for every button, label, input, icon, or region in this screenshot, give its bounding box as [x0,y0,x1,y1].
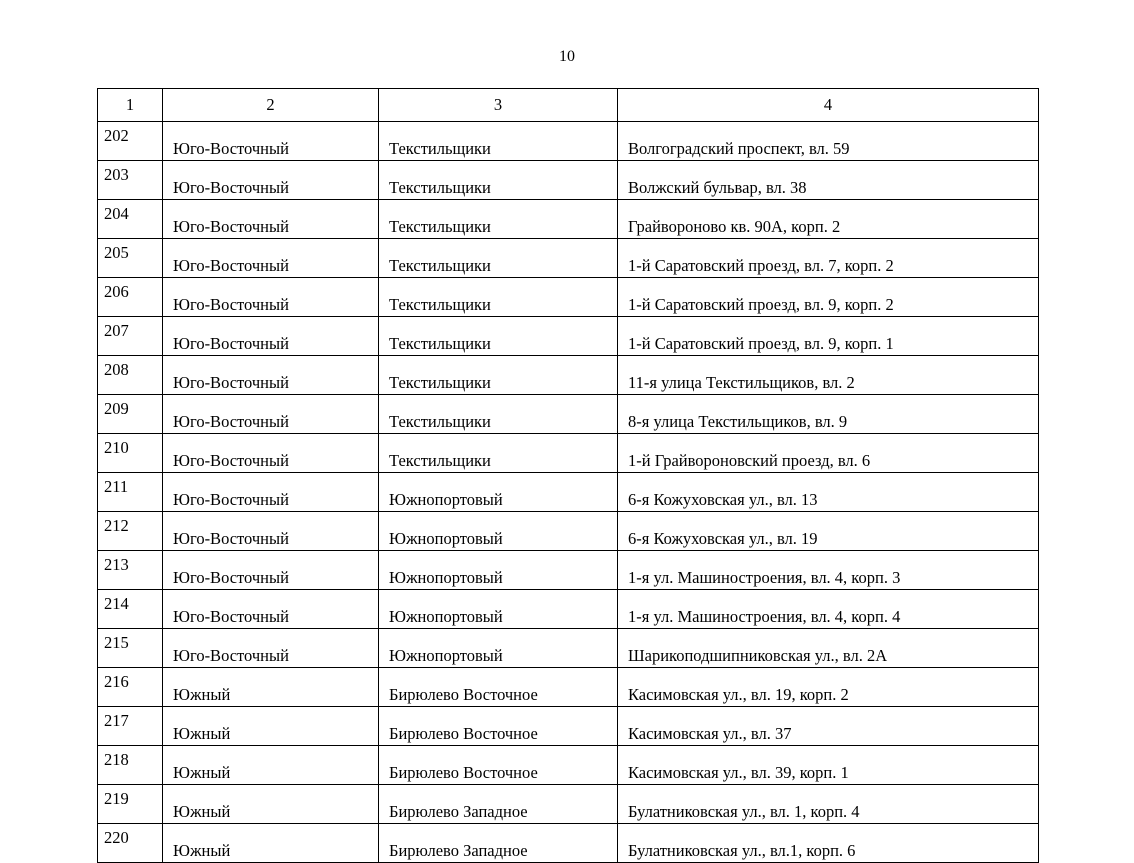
row-number-cell: 210 [98,434,163,473]
area-cell: Бирюлево Западное [379,824,618,863]
table-row [98,824,1039,863]
row-number-cell: 206 [98,278,163,317]
area-cell: Текстильщики [379,395,618,434]
table-row [98,161,1039,200]
district-cell: Южный [163,707,379,746]
address-cell: 6-я Кожуховская ул., вл. 19 [618,512,1039,551]
address-cell: Касимовская ул., вл. 37 [618,707,1039,746]
row-number-cell: 219 [98,785,163,824]
district-cell: Южный [163,824,379,863]
table-row [98,668,1039,707]
row-number-cell: 212 [98,512,163,551]
area-cell: Бирюлево Восточное [379,707,618,746]
page-number: 10 [559,48,575,65]
area-cell: Южнопортовый [379,590,618,629]
address-table [97,88,1039,863]
district-cell: Юго-Восточный [163,200,379,239]
table-row [98,434,1039,473]
address-cell: 8-я улица Текстильщиков, вл. 9 [618,395,1039,434]
table-row [98,395,1039,434]
area-cell: Текстильщики [379,200,618,239]
row-number-cell: 214 [98,590,163,629]
table-row [98,707,1039,746]
table-row [98,122,1039,161]
district-cell: Юго-Восточный [163,356,379,395]
area-cell: Бирюлево Западное [379,785,618,824]
address-cell: 1-я ул. Машиностроения, вл. 4, корп. 4 [618,590,1039,629]
table-row [98,473,1039,512]
district-cell: Юго-Восточный [163,512,379,551]
address-cell: Грайвороново кв. 90А, корп. 2 [618,200,1039,239]
address-cell: Касимовская ул., вл. 19, корп. 2 [618,668,1039,707]
address-cell: Булатниковская ул., вл.1, корп. 6 [618,824,1039,863]
row-number-cell: 204 [98,200,163,239]
table-row [98,512,1039,551]
district-cell: Юго-Восточный [163,161,379,200]
address-cell: 1-й Саратовский проезд, вл. 9, корп. 2 [618,278,1039,317]
district-cell: Юго-Восточный [163,395,379,434]
area-cell: Южнопортовый [379,629,618,668]
table-row [98,785,1039,824]
row-number-cell: 208 [98,356,163,395]
district-cell: Юго-Восточный [163,317,379,356]
district-cell: Юго-Восточный [163,278,379,317]
row-number-cell: 209 [98,395,163,434]
address-cell: 6-я Кожуховская ул., вл. 13 [618,473,1039,512]
area-cell: Текстильщики [379,239,618,278]
address-cell: 11-я улица Текстильщиков, вл. 2 [618,356,1039,395]
row-number-cell: 215 [98,629,163,668]
row-number-cell: 211 [98,473,163,512]
table-row [98,239,1039,278]
district-cell: Юго-Восточный [163,473,379,512]
district-cell: Юго-Восточный [163,590,379,629]
district-cell: Южный [163,785,379,824]
table-row [98,200,1039,239]
area-cell: Текстильщики [379,434,618,473]
address-cell: 1-я ул. Машиностроения, вл. 4, корп. 3 [618,551,1039,590]
address-cell: 1-й Саратовский проезд, вл. 7, корп. 2 [618,239,1039,278]
table-row [98,590,1039,629]
area-cell: Южнопортовый [379,512,618,551]
table-header-row [98,89,1039,122]
address-cell: Волгоградский проспект, вл. 59 [618,122,1039,161]
row-number-cell: 220 [98,824,163,863]
table-row [98,356,1039,395]
column-header: 4 [618,89,1039,122]
table-row [98,629,1039,668]
address-cell: 1-й Саратовский проезд, вл. 9, корп. 1 [618,317,1039,356]
area-cell: Текстильщики [379,317,618,356]
area-cell: Бирюлево Восточное [379,746,618,785]
table-row [98,317,1039,356]
district-cell: Южный [163,746,379,785]
area-cell: Текстильщики [379,122,618,161]
address-cell: Волжский бульвар, вл. 38 [618,161,1039,200]
area-cell: Южнопортовый [379,551,618,590]
district-cell: Юго-Восточный [163,122,379,161]
row-number-cell: 207 [98,317,163,356]
column-header: 3 [379,89,618,122]
row-number-cell: 218 [98,746,163,785]
address-cell: Булатниковская ул., вл. 1, корп. 4 [618,785,1039,824]
district-cell: Юго-Восточный [163,629,379,668]
row-number-cell: 203 [98,161,163,200]
row-number-cell: 213 [98,551,163,590]
column-header: 1 [98,89,163,122]
area-cell: Текстильщики [379,278,618,317]
district-cell: Южный [163,668,379,707]
area-cell: Южнопортовый [379,473,618,512]
address-cell: Шарикоподшипниковская ул., вл. 2А [618,629,1039,668]
area-cell: Бирюлево Восточное [379,668,618,707]
row-number-cell: 217 [98,707,163,746]
address-cell: 1-й Грайвороновский проезд, вл. 6 [618,434,1039,473]
district-cell: Юго-Восточный [163,239,379,278]
column-header: 2 [163,89,379,122]
row-number-cell: 216 [98,668,163,707]
area-cell: Текстильщики [379,161,618,200]
area-cell: Текстильщики [379,356,618,395]
row-number-cell: 205 [98,239,163,278]
district-cell: Юго-Восточный [163,434,379,473]
address-cell: Касимовская ул., вл. 39, корп. 1 [618,746,1039,785]
table-row [98,746,1039,785]
district-cell: Юго-Восточный [163,551,379,590]
table-row [98,278,1039,317]
table-row [98,551,1039,590]
row-number-cell: 202 [98,122,163,161]
